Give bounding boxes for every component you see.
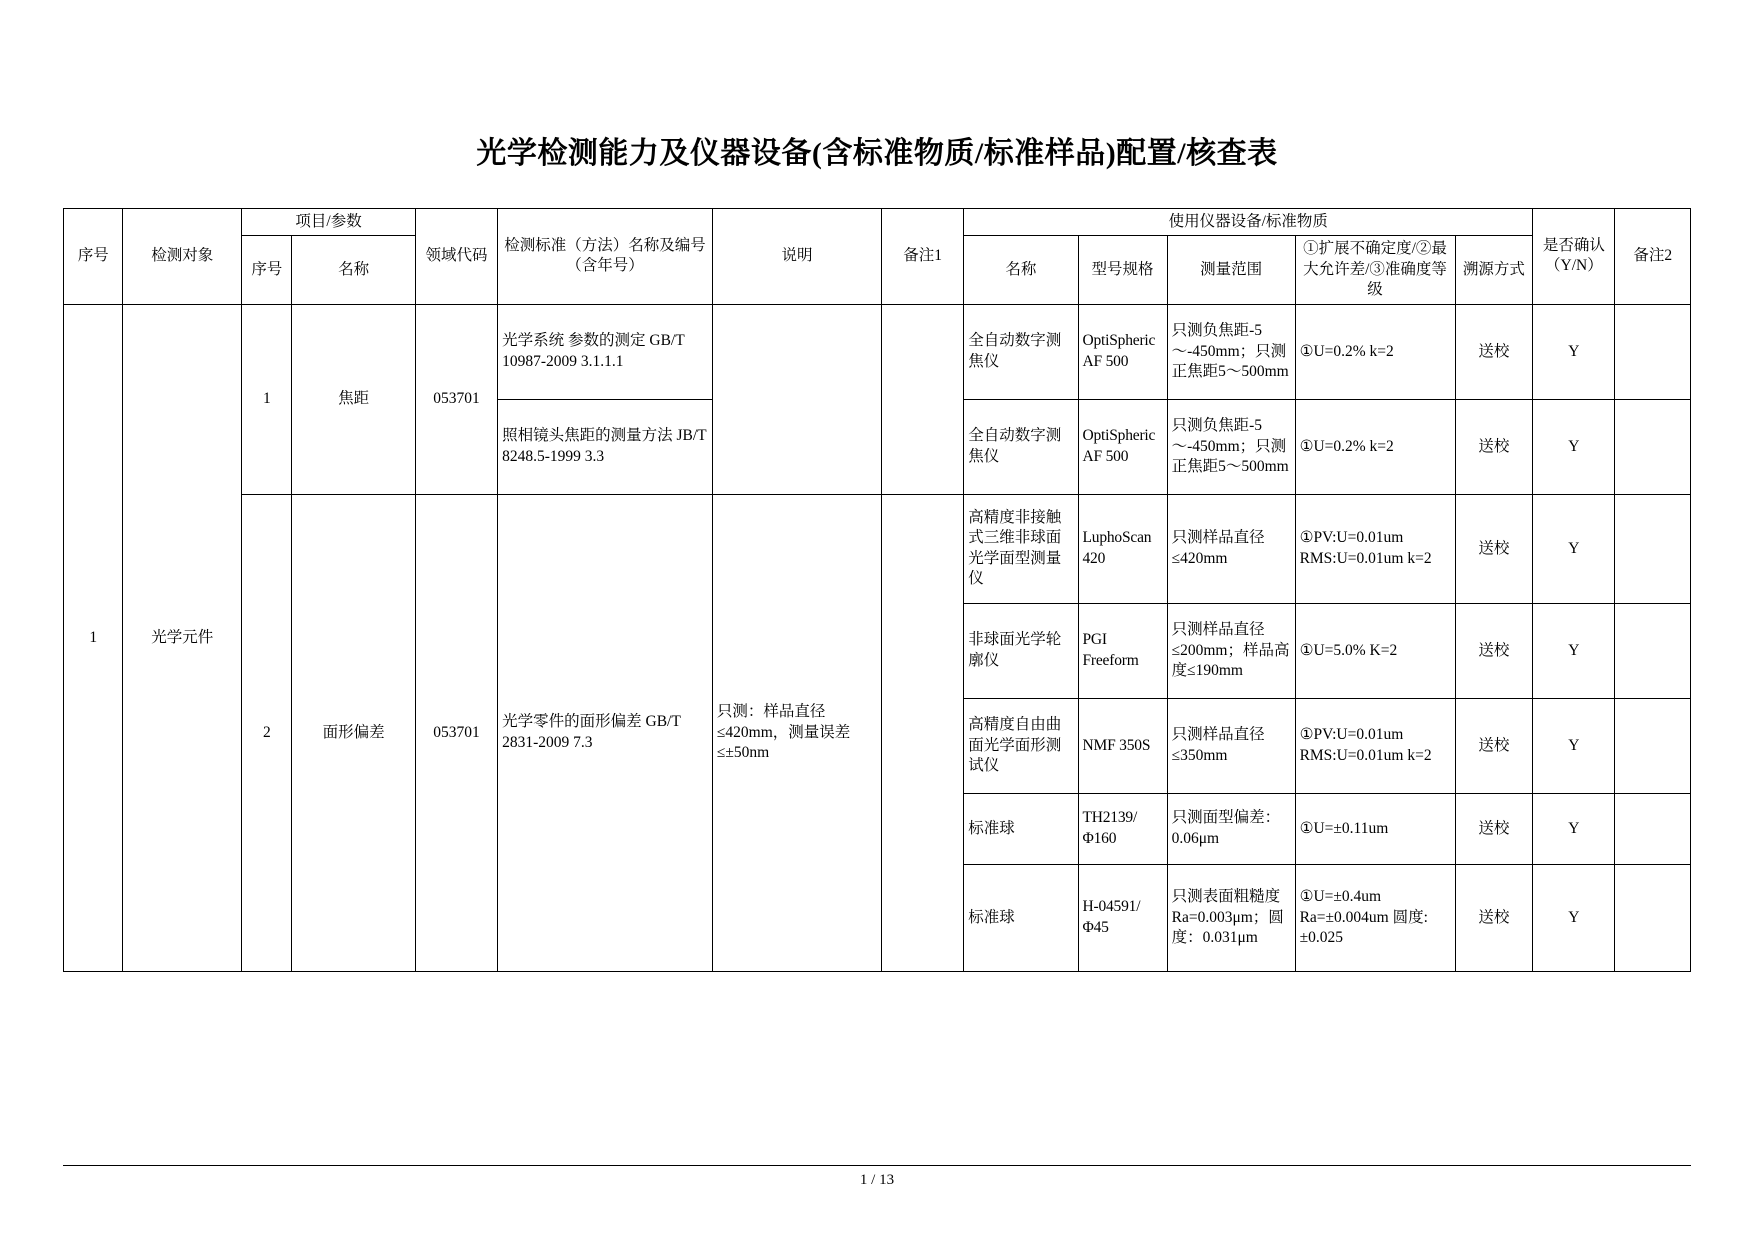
cell-standard: 光学零件的面形偏差 GB/T 2831-2009 7.3 (498, 494, 713, 971)
footer-divider (63, 1165, 1691, 1166)
th-confirm: 是否确认（Y/N） (1533, 209, 1615, 305)
cell-note1 (882, 304, 964, 494)
cell-confirm: Y (1533, 494, 1615, 603)
cell-eq-range: 只测负焦距-5～-450mm；只测正焦距5～500mm (1167, 399, 1295, 494)
cell-trace: 送校 (1455, 864, 1533, 971)
cell-param-name: 焦距 (292, 304, 415, 494)
cell-eq-model: PGI Freeform (1078, 603, 1167, 698)
cell-param-seq: 2 (242, 494, 292, 971)
th-note2: 备注2 (1615, 209, 1691, 305)
th-group-param: 项目/参数 (242, 209, 416, 236)
cell-confirm: Y (1533, 399, 1615, 494)
cell-eq-name: 高精度自由曲面光学面形测试仪 (964, 698, 1078, 793)
cell-eq-model: TH2139/Φ160 (1078, 793, 1167, 864)
cell-seq: 1 (64, 304, 123, 971)
cell-eq-range: 只测样品直径≤200mm；样品高度≤190mm (1167, 603, 1295, 698)
page-footer (0, 1165, 1754, 1189)
table-row (64, 304, 1691, 399)
cell-param-seq: 1 (242, 304, 292, 494)
th-eq-uncertainty: ①扩展不确定度/②最大允许差/③准确度等级 (1295, 236, 1455, 304)
cell-eq-uncertainty: ①U=±0.11um (1295, 793, 1455, 864)
cell-standard: 光学系统 参数的测定 GB/T 10987-2009 3.1.1.1 (498, 304, 713, 399)
cell-eq-uncertainty: ①U=±0.4um Ra=±0.004um 圆度:±0.025 (1295, 864, 1455, 971)
cell-eq-name: 全自动数字测焦仪 (964, 399, 1078, 494)
th-trace: 溯源方式 (1455, 236, 1533, 304)
th-standard: 检测标准（方法）名称及编号（含年号） (498, 209, 713, 305)
cell-confirm: Y (1533, 698, 1615, 793)
cell-confirm: Y (1533, 304, 1615, 399)
th-seq: 序号 (64, 209, 123, 305)
cell-eq-model: OptiSpheric AF 500 (1078, 399, 1167, 494)
cell-eq-name: 高精度非接触式三维非球面光学面型测量仪 (964, 494, 1078, 603)
cell-field-code: 053701 (415, 494, 497, 971)
cell-eq-model: OptiSpheric AF 500 (1078, 304, 1167, 399)
cell-note2 (1615, 793, 1691, 864)
cell-eq-uncertainty: ①PV:U=0.01um RMS:U=0.01um k=2 (1295, 494, 1455, 603)
cell-eq-range: 只测负焦距-5～-450mm；只测正焦距5～500mm (1167, 304, 1295, 399)
cell-eq-model: LuphoScan 420 (1078, 494, 1167, 603)
cell-note2 (1615, 399, 1691, 494)
cell-desc (712, 304, 881, 494)
cell-desc: 只测：样品直径≤420mm，测量误差≤±50nm (712, 494, 881, 971)
cell-confirm: Y (1533, 864, 1615, 971)
cell-note2 (1615, 494, 1691, 603)
table-body (64, 304, 1691, 971)
th-eq-name: 名称 (964, 236, 1078, 304)
page-number: 1 / 13 (859, 1172, 895, 1188)
capability-table-wrapper (63, 208, 1691, 972)
cell-eq-uncertainty: ①U=5.0% K=2 (1295, 603, 1455, 698)
th-note1: 备注1 (882, 209, 964, 305)
th-object: 检测对象 (123, 209, 242, 305)
th-eq-range: 测量范围 (1167, 236, 1295, 304)
cell-eq-range: 只测表面粗糙度Ra=0.003μm；圆度：0.031μm (1167, 864, 1295, 971)
cell-eq-uncertainty: ①U=0.2% k=2 (1295, 304, 1455, 399)
cell-eq-range: 只测样品直径≤420mm (1167, 494, 1295, 603)
cell-note2 (1615, 698, 1691, 793)
th-param-seq: 序号 (242, 236, 292, 304)
cell-object: 光学元件 (123, 304, 242, 971)
cell-eq-range: 只测样品直径≤350mm (1167, 698, 1295, 793)
cell-trace: 送校 (1455, 793, 1533, 864)
cell-confirm: Y (1533, 603, 1615, 698)
table-header (64, 209, 1691, 305)
cell-standard: 照相镜头焦距的测量方法 JB/T 8248.5-1999 3.3 (498, 399, 713, 494)
cell-trace: 送校 (1455, 698, 1533, 793)
cell-trace: 送校 (1455, 304, 1533, 399)
cell-eq-name: 标准球 (964, 793, 1078, 864)
capability-table (63, 208, 1691, 972)
cell-note1 (882, 494, 964, 971)
cell-eq-name: 全自动数字测焦仪 (964, 304, 1078, 399)
table-row (64, 494, 1691, 603)
cell-note2 (1615, 304, 1691, 399)
cell-trace: 送校 (1455, 494, 1533, 603)
cell-confirm: Y (1533, 793, 1615, 864)
cell-note2 (1615, 603, 1691, 698)
page-title: 光学检测能力及仪器设备(含标准物质/标准样品)配置/核查表 (476, 137, 1278, 170)
cell-eq-name: 标准球 (964, 864, 1078, 971)
cell-eq-range: 只测面型偏差：0.06μm (1167, 793, 1295, 864)
th-field-code: 领域代码 (415, 209, 497, 305)
cell-eq-name: 非球面光学轮廓仪 (964, 603, 1078, 698)
cell-param-name: 面形偏差 (292, 494, 415, 971)
cell-field-code: 053701 (415, 304, 497, 494)
cell-trace: 送校 (1455, 399, 1533, 494)
cell-eq-model: NMF 350S (1078, 698, 1167, 793)
th-group-equipment: 使用仪器设备/标准物质 (964, 209, 1533, 236)
th-desc: 说明 (712, 209, 881, 305)
cell-eq-uncertainty: ①PV:U=0.01um RMS:U=0.01um k=2 (1295, 698, 1455, 793)
cell-eq-uncertainty: ①U=0.2% k=2 (1295, 399, 1455, 494)
cell-trace: 送校 (1455, 603, 1533, 698)
th-eq-model: 型号规格 (1078, 236, 1167, 304)
th-param-name: 名称 (292, 236, 415, 304)
cell-note2 (1615, 864, 1691, 971)
cell-eq-model: H-04591/Φ45 (1078, 864, 1167, 971)
